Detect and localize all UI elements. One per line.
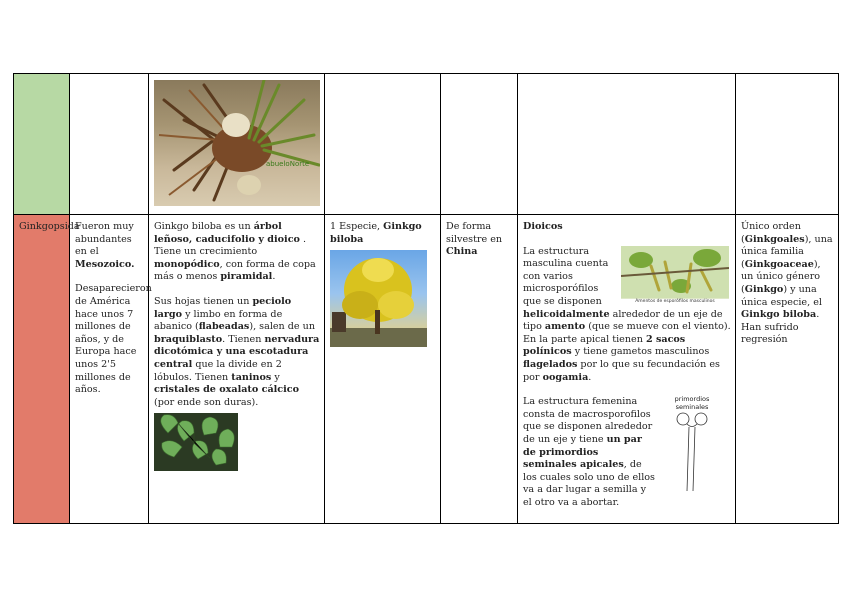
history-era: Mesozoico. [75,258,135,270]
empty-cell [518,74,736,215]
species-name: Ginkgo biloba [330,221,422,245]
group-name: Ginkgopsida [19,221,80,232]
photo-watermark: abueloNorte [266,160,310,168]
ginkgo-leaves-photo [154,413,238,471]
primordios-drawing [663,396,721,494]
species-text: 1 Especie, [330,221,384,232]
history-cell [70,215,152,524]
reproduction-cell: Dioicos Amentos de esporófilos masculinos La estructura masculina cuenta con varios microsporófilos que se disponen helicoidalmente alrededor de un eje de tipo amento (que se mueve con el viento). En la parte apical tienen 2 sacos polínicos y tiene gametos masculinos flagelados por lo que su fecundación es por oogamia. primordios seminales La estructura femenina consta de macrosporofilos que se disponen alrededor de un eje y tiene un par de primordios seminales apicales, de los cuales solo uno de ellos va a dar lugar a semilla y el otro va a abortar. [518,215,736,524]
ginkgopsida-table [13,73,839,524]
root-image-cell [149,74,325,215]
reproduction-title: Dioicos [523,221,563,232]
group-name-cell [14,215,80,524]
distribution-country: China [446,246,478,258]
table-row [14,215,839,524]
species-cell [325,215,441,524]
table-row [14,74,839,215]
history-extinction: Desaparecieron de América hace unos 7 millones de años, y de Europa hace unos 2'5 millones de años. [75,283,152,396]
distribution-text: De forma silvestre en [446,221,503,245]
ginkgo-tree-photo [330,250,427,347]
empty-cell [736,74,839,215]
description-cell: Ginkgo biloba es un árbol leñoso, caducifolio y dioico . Tiene un crecimiento monopódico, con forma de copa más o menos piramidal. Sus hojas tienen un peciolo largo y limbo en forma de abanico (flabeadas), salen de un braquiblasto. Tienen nervadura dicotómica y una escotadura central que la divide en 2 lóbulos. Tienen taninos y cristales de oxalato cálcico (por ende son duras). [149,215,325,524]
primordios-caption: primordios seminales [674,395,710,411]
amento-photo [621,246,729,304]
ginkgo-root-photo [154,80,320,206]
empty-cell [441,74,518,215]
empty-cell [325,74,441,215]
group-color-cell [14,74,70,215]
amento-caption: Amentos de esporófilos masculinos [621,299,729,304]
distribution-cell [441,215,518,524]
classification-cell: Único orden (Ginkgoales), una única familia (Ginkgoaceae), un único género (Ginkgo) y una única especie, el Ginkgo biloba. Han sufrido regresión [736,215,839,524]
history-text: Fueron muy abundantes en el [75,221,134,258]
empty-cell [70,74,149,215]
